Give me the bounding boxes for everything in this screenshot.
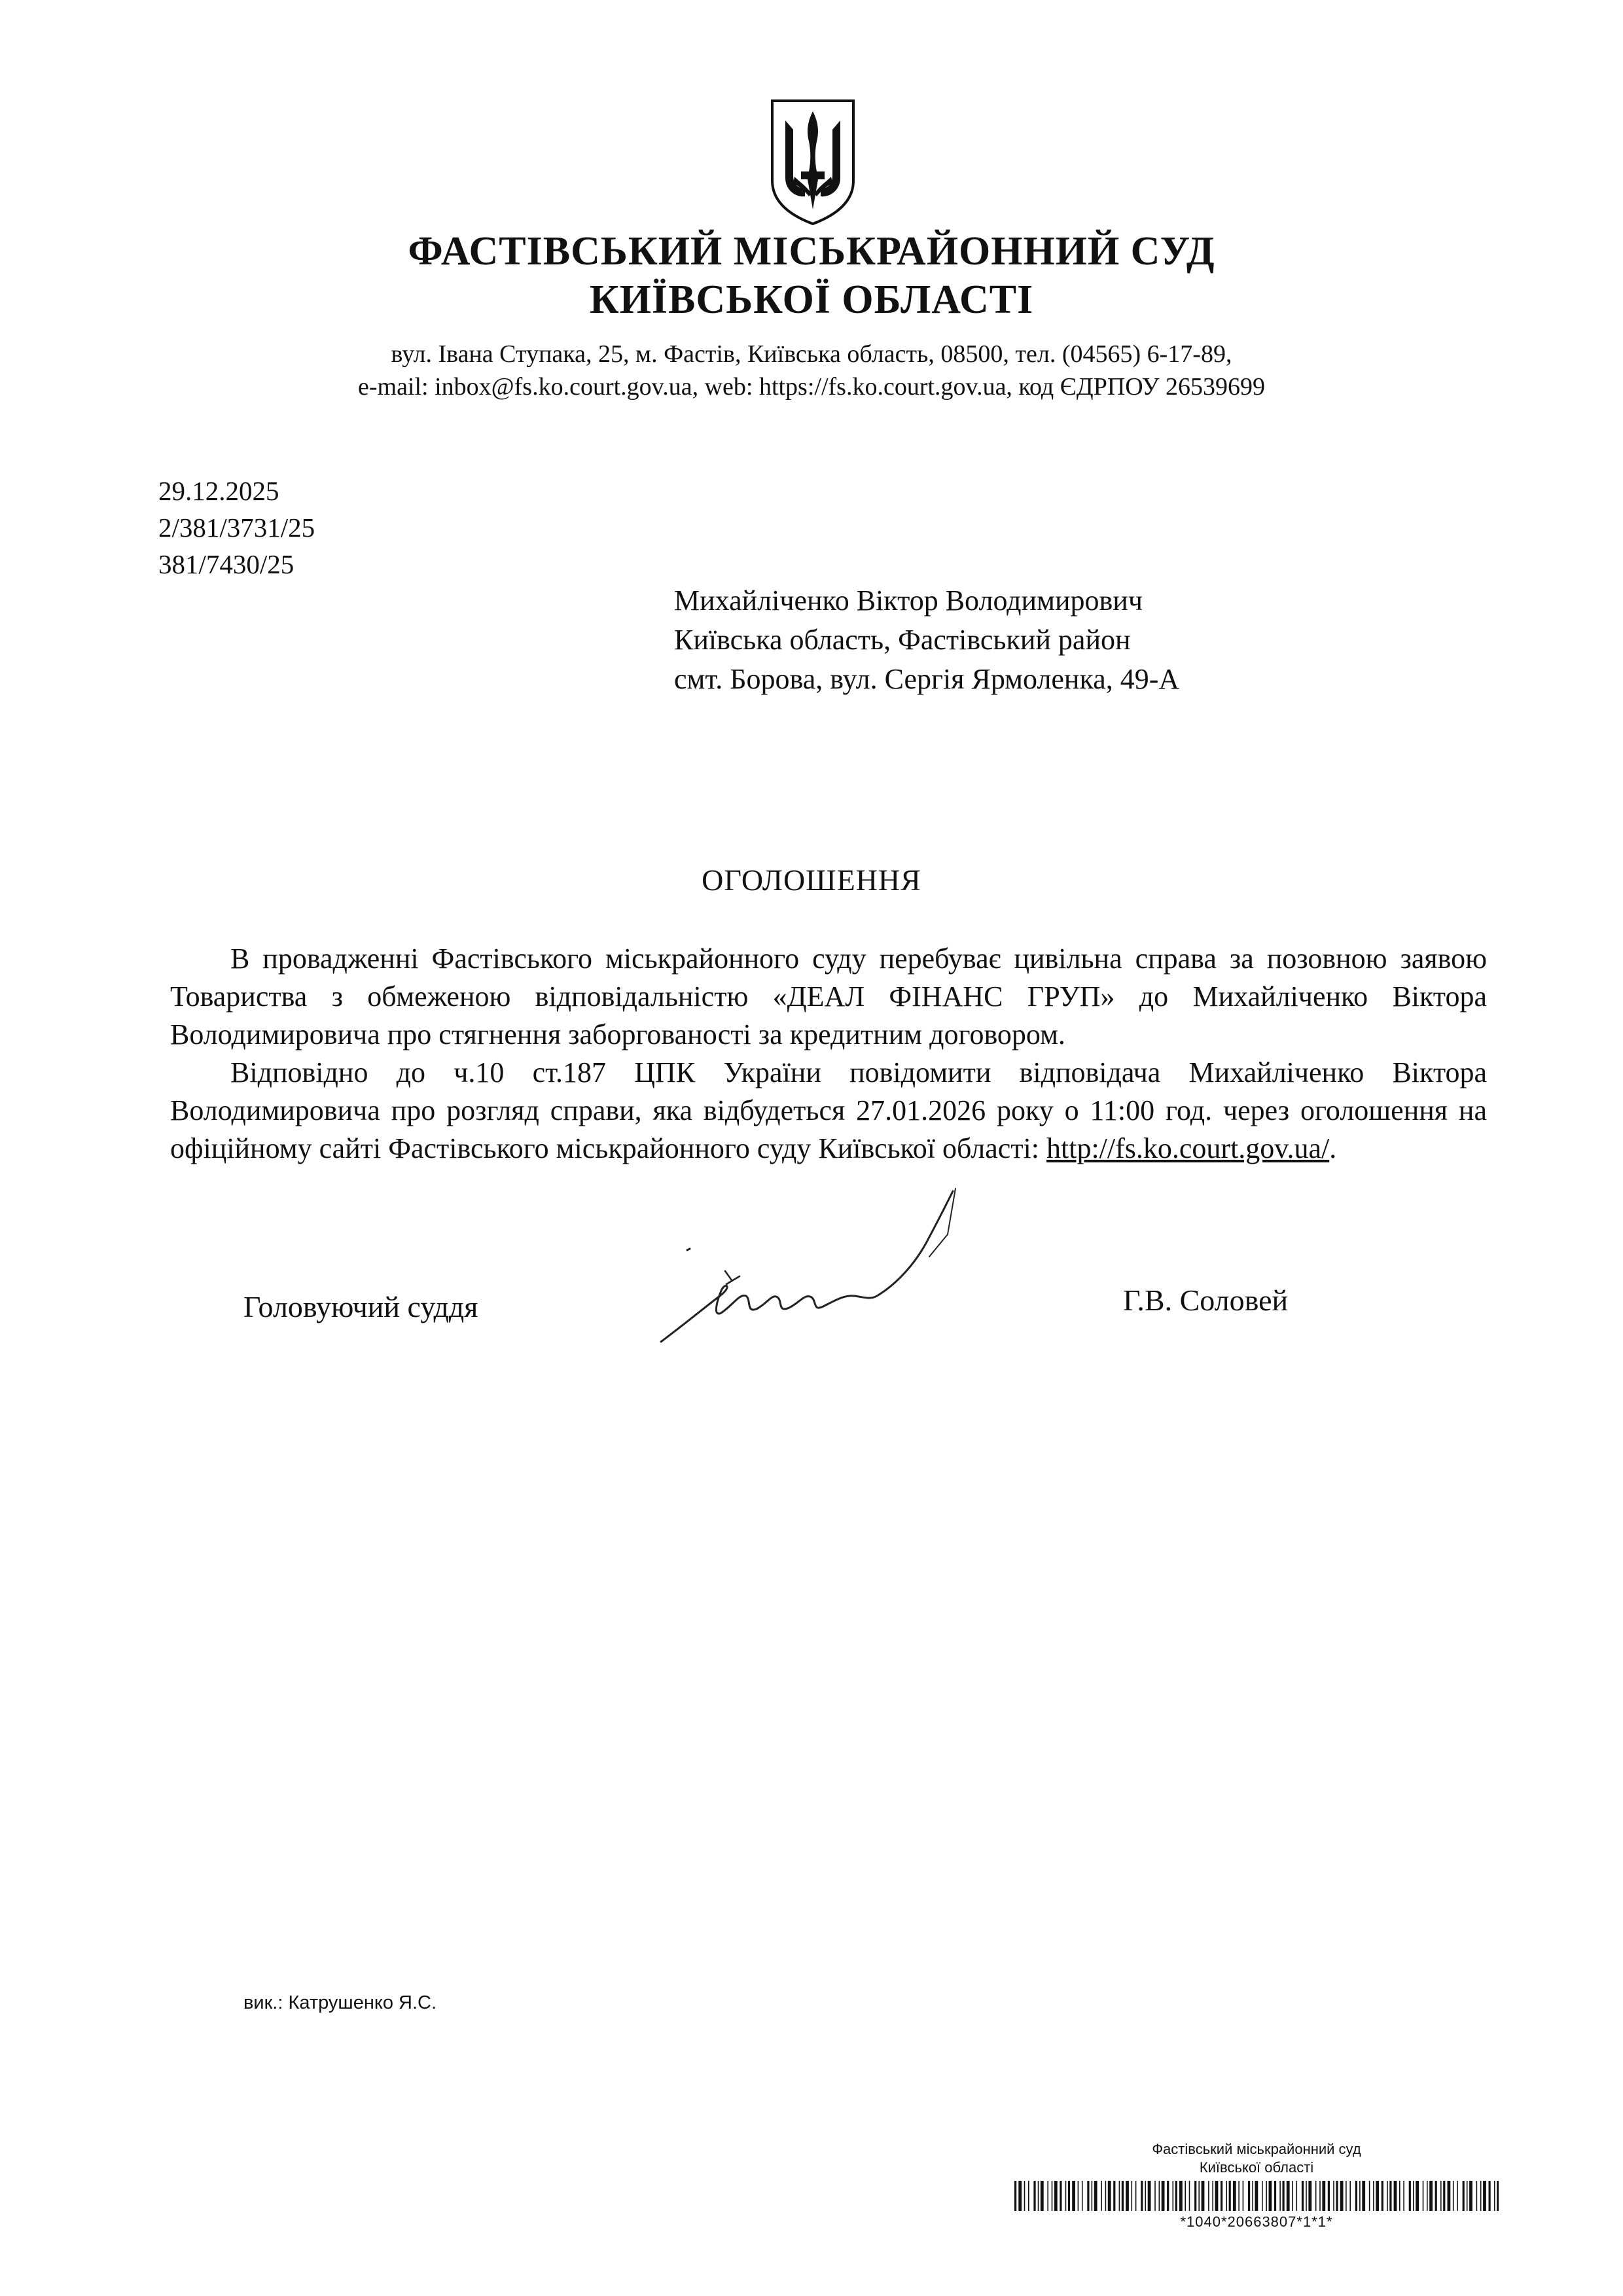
court-address: вул. Івана Ступака, 25, м. Фастів, Київська область, 08500, тел. (04565) 6-17-89, bbox=[391, 340, 1232, 368]
barcode-bar bbox=[1094, 2181, 1097, 2211]
barcode-bar bbox=[1423, 2181, 1424, 2211]
barcode-bar bbox=[1119, 2181, 1120, 2211]
barcode-bar bbox=[1018, 2181, 1022, 2211]
recipient-name: Михайліченко Віктор Володимирович bbox=[674, 584, 1143, 617]
barcode-bar bbox=[1105, 2181, 1107, 2211]
barcode-bar bbox=[1014, 2181, 1016, 2211]
barcode-bar bbox=[1319, 2181, 1321, 2211]
barcode-bar bbox=[1427, 2181, 1428, 2211]
recipient-address: смт. Борова, вул. Сергія Ярмоленка, 49-А bbox=[674, 663, 1180, 695]
barcode-bar bbox=[1173, 2181, 1174, 2211]
barcode-bar bbox=[1429, 2181, 1433, 2211]
barcode bbox=[1014, 2181, 1499, 2211]
barcode-bar bbox=[1135, 2181, 1137, 2211]
document-date: 29.12.2025 bbox=[158, 476, 279, 506]
barcode-bar bbox=[1467, 2181, 1468, 2211]
barcode-bar bbox=[1413, 2181, 1414, 2211]
court-name-line1: ФАСТІВСЬКИЙ МІСЬКРАЙОННИЙ СУД bbox=[408, 229, 1215, 274]
barcode-bar bbox=[1266, 2181, 1267, 2211]
barcode-bar bbox=[1399, 2181, 1400, 2211]
stamp-court-name: Фастівський міськрайонний суд bbox=[1152, 2141, 1361, 2157]
barcode-bar bbox=[1226, 2181, 1227, 2211]
barcode-bar bbox=[1041, 2181, 1044, 2211]
court-website-link[interactable]: http://fs.ko.court.gov.ua/ bbox=[1046, 1132, 1330, 1164]
barcode-bar bbox=[1283, 2181, 1285, 2211]
barcode-bar bbox=[1336, 2181, 1338, 2211]
barcode-bar bbox=[1215, 2181, 1219, 2211]
barcode-bar bbox=[1373, 2181, 1374, 2211]
barcode-bar bbox=[1122, 2181, 1124, 2211]
barcode-bar bbox=[1403, 2181, 1404, 2211]
barcode-bar bbox=[1389, 2181, 1391, 2211]
barcode-bar bbox=[1440, 2181, 1442, 2211]
barcode-bar bbox=[1221, 2181, 1222, 2211]
barcode-bar bbox=[1346, 2181, 1347, 2211]
barcode-bar bbox=[1078, 2181, 1079, 2211]
barcode-bar bbox=[1252, 2181, 1253, 2211]
document-references bbox=[158, 473, 315, 583]
barcode-bar bbox=[1269, 2181, 1272, 2211]
barcode-bar bbox=[1087, 2181, 1089, 2211]
barcode-bar bbox=[1159, 2181, 1160, 2211]
barcode-number: *1040*20663807*1*1* bbox=[1180, 2214, 1333, 2230]
executor-note: вик.: Катрушенко Я.С. bbox=[243, 1992, 437, 2013]
barcode-bar bbox=[1349, 2181, 1351, 2211]
barcode-bar bbox=[1302, 2181, 1304, 2211]
barcode-bar bbox=[1296, 2181, 1298, 2211]
barcode-bar bbox=[1202, 2181, 1205, 2211]
barcode-bar bbox=[1463, 2181, 1465, 2211]
barcode-bar bbox=[1483, 2181, 1486, 2211]
barcode-bar bbox=[1175, 2181, 1177, 2211]
barcode-bar bbox=[1162, 2181, 1165, 2211]
barcode-bar bbox=[1092, 2181, 1093, 2211]
barcode-bar bbox=[1229, 2181, 1231, 2211]
barcode-bar bbox=[1233, 2181, 1236, 2211]
trident-coat-of-arms-icon bbox=[768, 98, 857, 226]
barcode-bar bbox=[1054, 2181, 1058, 2211]
barcode-bar bbox=[1212, 2181, 1213, 2211]
notice-paragraph-1 bbox=[170, 940, 1487, 1054]
proceeding-number: 381/7430/25 bbox=[158, 549, 294, 579]
paragraph-2-text: Відповідно до ч.10 ст.187 ЦПК України повідомити відповідача Михайліченко Віктора Володимировича про розгляд справи, яка відбудеться 27.01.2026 року о 11:00 год. через оголошення на офіційному сайті Фастівського міськрайонного суду Київської області: bbox=[170, 1056, 1487, 1164]
barcode-bar bbox=[1101, 2181, 1102, 2211]
barcode-bar bbox=[1185, 2181, 1186, 2211]
barcode-bar bbox=[1494, 2181, 1495, 2211]
barcode-bar bbox=[1248, 2181, 1250, 2211]
barcode-bar bbox=[1308, 2181, 1311, 2211]
barcode-bar bbox=[1126, 2181, 1129, 2211]
barcode-bar bbox=[1208, 2181, 1209, 2211]
notice-paragraph-2 bbox=[170, 1054, 1487, 1168]
barcode-bar bbox=[1448, 2181, 1451, 2211]
barcode-bar bbox=[1028, 2181, 1029, 2211]
barcode-bar bbox=[1065, 2181, 1067, 2211]
barcode-bar bbox=[1394, 2181, 1397, 2211]
barcode-bar bbox=[1489, 2181, 1491, 2211]
stamp-region: Київської області bbox=[1199, 2159, 1314, 2176]
barcode-bar bbox=[1469, 2181, 1472, 2211]
barcode-bar bbox=[1113, 2181, 1115, 2211]
barcode-bar bbox=[1476, 2181, 1478, 2211]
barcode-bar bbox=[1416, 2181, 1419, 2211]
barcode-bar bbox=[1243, 2181, 1244, 2211]
barcode-bar bbox=[1457, 2181, 1458, 2211]
barcode-bar bbox=[1154, 2181, 1156, 2211]
notice-heading: ОГОЛОШЕННЯ bbox=[702, 863, 921, 897]
barcode-bar bbox=[1038, 2181, 1039, 2211]
barcode-bar bbox=[1287, 2181, 1290, 2211]
barcode-bar bbox=[1145, 2181, 1147, 2211]
paragraph-2-end: . bbox=[1329, 1132, 1337, 1164]
barcode-bar bbox=[1148, 2181, 1151, 2211]
barcode-bar bbox=[1443, 2181, 1445, 2211]
barcode-bar bbox=[1198, 2181, 1200, 2211]
barcode-bar bbox=[1141, 2181, 1143, 2211]
court-name-line2: КИЇВСЬКОЇ ОБЛАСТІ bbox=[589, 278, 1034, 322]
signatory-role: Головуючий суддя bbox=[243, 1290, 478, 1323]
barcode-bar bbox=[1047, 2181, 1048, 2211]
recipient-region: Київська область, Фастівський район bbox=[674, 624, 1131, 656]
barcode-bar bbox=[1194, 2181, 1196, 2211]
barcode-bar bbox=[1409, 2181, 1411, 2211]
barcode-bar bbox=[1060, 2181, 1061, 2211]
paragraph-1-text: В провадженні Фастівського міськрайонного суду перебуває цивільна справа за позовною заявою Товариства з обмеженою відповідальністю «ДЕАЛ ФІНАНС ГРУП» до Михайліченко Віктора Володимировича про стягнення заборгованості за кредитним договором. bbox=[170, 942, 1487, 1050]
barcode-bar bbox=[1072, 2181, 1075, 2211]
barcode-bar bbox=[1382, 2181, 1383, 2211]
barcode-bar bbox=[1480, 2181, 1482, 2211]
barcode-bar bbox=[1359, 2181, 1361, 2211]
barcode-bar bbox=[1238, 2181, 1240, 2211]
barcode-bar bbox=[1315, 2181, 1317, 2211]
barcode-bar bbox=[1376, 2181, 1379, 2211]
barcode-bar bbox=[1024, 2181, 1026, 2211]
barcode-bar bbox=[1387, 2181, 1388, 2211]
barcode-bar bbox=[1322, 2181, 1325, 2211]
barcode-bar bbox=[1132, 2181, 1133, 2211]
barcode-bar bbox=[1262, 2181, 1263, 2211]
barcode-bar bbox=[1369, 2181, 1370, 2211]
recipient-block bbox=[674, 581, 1179, 699]
barcode-bar bbox=[1355, 2181, 1357, 2211]
barcode-bar bbox=[1362, 2181, 1365, 2211]
barcode-bar bbox=[1052, 2181, 1053, 2211]
case-number: 2/381/3731/25 bbox=[158, 512, 315, 543]
handwritten-signature bbox=[648, 1165, 988, 1361]
barcode-bar bbox=[1167, 2181, 1169, 2211]
barcode-bar bbox=[1033, 2181, 1035, 2211]
barcode-bar bbox=[1453, 2181, 1454, 2211]
barcode-bar bbox=[1179, 2181, 1183, 2211]
barcode-bar bbox=[1306, 2181, 1307, 2211]
registration-stamp bbox=[1008, 2140, 1505, 2231]
court-email-web: e-mail: inbox@fs.ko.court.gov.ua, web: https://fs.ko.court.gov.ua, код ЄДРПОУ 26539699 bbox=[357, 373, 1266, 401]
barcode-bar bbox=[1340, 2181, 1344, 2211]
barcode-bar bbox=[1333, 2181, 1334, 2211]
judge-name: Г.В. Соловей bbox=[1123, 1283, 1289, 1317]
barcode-bar bbox=[1189, 2181, 1190, 2211]
barcode-bar bbox=[1435, 2181, 1437, 2211]
barcode-bar bbox=[1274, 2181, 1276, 2211]
barcode-bar bbox=[1279, 2181, 1281, 2211]
barcode-bar bbox=[1328, 2181, 1330, 2211]
barcode-bar bbox=[1068, 2181, 1070, 2211]
barcode-bar bbox=[1292, 2181, 1293, 2211]
barcode-bar bbox=[1108, 2181, 1111, 2211]
barcode-bar bbox=[1497, 2181, 1499, 2211]
barcode-bar bbox=[1255, 2181, 1258, 2211]
barcode-bar bbox=[1082, 2181, 1083, 2211]
